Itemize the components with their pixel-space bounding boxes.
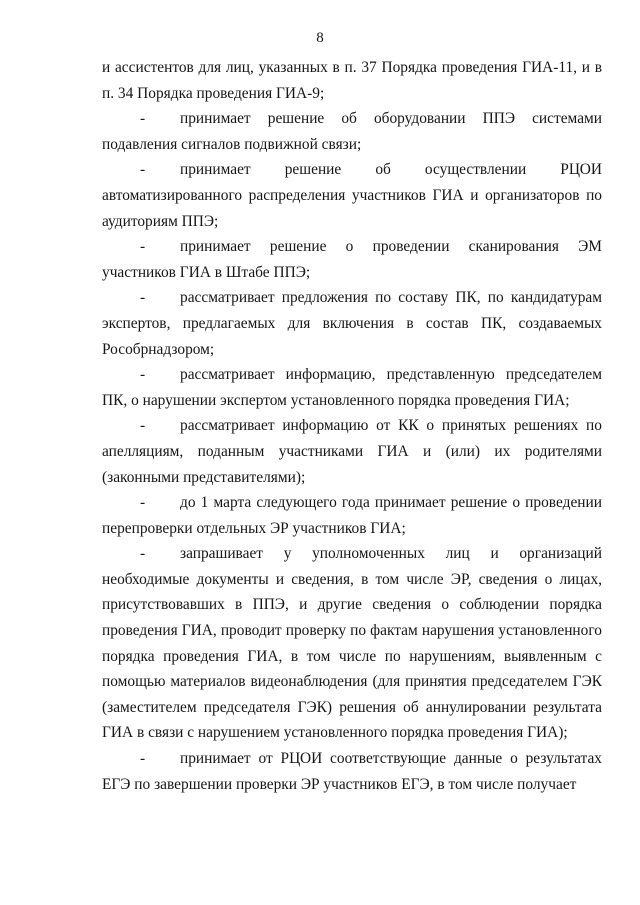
- list-item: [102, 362, 602, 413]
- list-item-text: принимает решение об осуществлении РЦОИ автоматизированного распределения участников ГИА и организаторов по аудиториям ППЭ;: [102, 161, 602, 230]
- list-dash: -: [140, 545, 146, 563]
- list-dash: -: [140, 110, 146, 128]
- list-dash: -: [140, 238, 146, 256]
- list-dash: -: [140, 366, 146, 384]
- list-item-text: рассматривает предложения по составу ПК, по кандидатурам экспертов, предлагаемых для включения в состав ПК, создаваемых Рособрнадзором;: [102, 289, 602, 358]
- list-item: [102, 234, 602, 285]
- list-item-text: до 1 марта следующего года принимает решение о проведении перепроверки отдельных ЭР участников ГИА;: [102, 494, 602, 537]
- list-item: [102, 746, 602, 797]
- list-dash: -: [140, 161, 146, 179]
- list-item: [102, 413, 602, 490]
- list-dash: -: [140, 289, 146, 307]
- list-item: [102, 490, 602, 541]
- list-dash: -: [140, 494, 146, 512]
- list-item: [102, 157, 602, 234]
- list-item-text: принимает решение о проведении сканирования ЭМ участников ГИА в Штабе ППЭ;: [102, 238, 602, 281]
- list-item: [102, 541, 602, 746]
- list-item-text: рассматривает информацию, представленную председателем ПК, о нарушении экспертом установленного порядка проведения ГИА;: [102, 366, 602, 409]
- page-number: 8: [316, 30, 324, 46]
- list-dash: -: [140, 750, 146, 768]
- list-item-text: запрашивает у уполномоченных лиц и организаций необходимые документы и сведения, в том числе ЭР, сведения о лицах, присутствовавших в ППЭ, и другие сведения о соблюдении порядка проведения ГИА, проводит проверку по фактам нарушения установленного порядка проведения ГИА, в том числе по нарушениям, выявленным с помощью материалов видеонаблюдения (для принятия председателем ГЭК (заместителем председателя ГЭК) решения об аннулировании результата ГИА в связи с нарушением установленного порядка проведения ГИА);: [102, 545, 602, 742]
- intro-paragraph: и ассистентов для лиц, указанных в п. 37 Порядка проведения ГИА-11, и в п. 34 Порядка проведения ГИА-9;: [102, 59, 602, 102]
- list-item-text: принимает решение об оборудовании ППЭ системами подавления сигналов подвижной связи;: [102, 110, 602, 153]
- list-dash: -: [140, 417, 146, 435]
- list-item: [102, 106, 602, 157]
- list-item-text: принимает от РЦОИ соответствующие данные о результатах ЕГЭ по завершении проверки ЭР участников ЕГЭ, в том числе получает: [102, 750, 602, 793]
- list-item-text: рассматривает информацию от КК о принятых решениях по апелляциям, поданным участниками ГИА и (или) их родителями (законными представителями);: [102, 417, 602, 486]
- page-body: [102, 55, 602, 797]
- list-item: [102, 285, 602, 362]
